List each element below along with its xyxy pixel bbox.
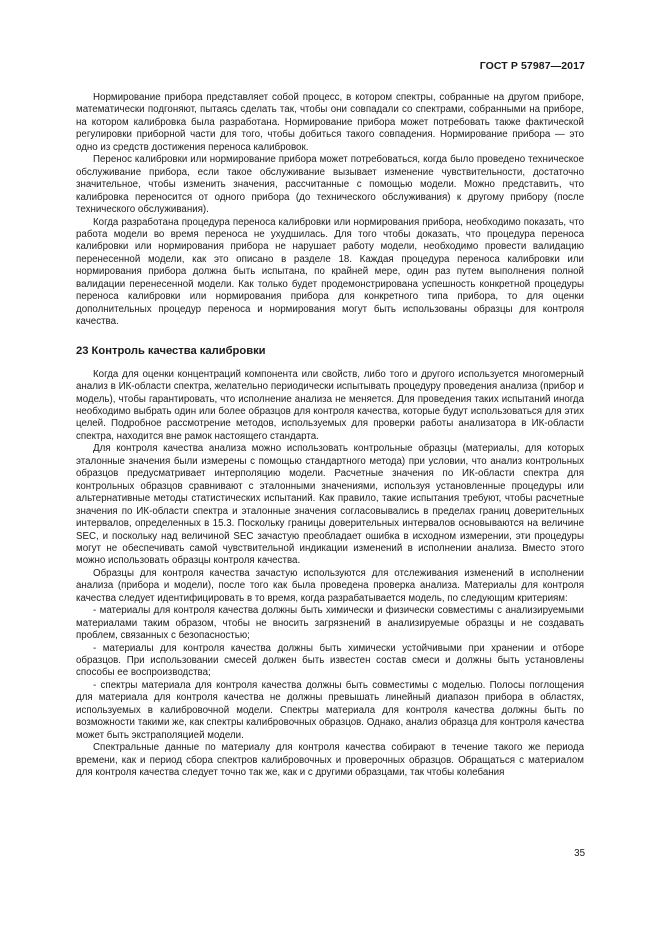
- list-item-stability: - материалы для контроля качества должны быть химически устойчивыми при хранении и отборе образцов. При использовании смесей должен быть известен состав смеси и должны быть установлены способы ее воспроизводства;: [76, 642, 584, 679]
- paragraph-control-samples: Для контроля качества анализа можно использовать контрольные образцы (материалы, для которых эталонные значения были измерены с помощью стандартного метода) при условии, что анализ контрольных образцов предусматривает интерполяцию модели. Расчетные значения по ИК-области спектра для контрольных образцов сравнивают с эталонными значениями, используя установленные процедуры или альтернативные методы статистических испытаний. Как правило, такие испытания требуют, чтобы расчетные значения по ИК-области спектра и эталонные значения согласовывались в пределах границ доверительных интервалов, определенных в 15.3. Поскольку границы доверительных интервалов основываются на величине SEC, и поскольку над величиной SEC зачастую преобладает ошибка в исходном измерении, эти процедуры могут не обеспечивать самой чувствительной индикации изменений в исполнении анализа. Вместо этого можно использовать образцы контроля качества.: [76, 443, 584, 567]
- paragraph-instrument-normalization: Нормирование прибора представляет собой процесс, в котором спектры, собранные на другом приборе, математически подгоняют, пытаясь сделать так, чтобы они совпадали со спектрами, собранными на приборе, на котором калибровка была разработана. Нормирование прибора может потребовать также фактической регулировки приборной части для того, чтобы добиться такого совпадения. Нормирование прибора — это одно из средств достижения переноса калибровок.: [76, 92, 584, 153]
- list-item-spectra-compatibility: - спектры материала для контроля качества должны быть совместимы с моделью. Полосы поглощения для материала для контроля качества не должны превышать линейный диапазон прибора в областях, используемых в калибровочной модели. Спектры материала для контроля качества должны быть по возможности такими же, как спектры калибровочных образцов. Однако, анализ образца для контроля качества может быть экстраполяцией модели.: [76, 679, 584, 741]
- document-body: [76, 92, 584, 780]
- page-number: 35: [574, 848, 585, 859]
- list-item-compatibility: - материалы для контроля качества должны быть химически и физически совместимы с анализируемыми материалами таким образом, чтобы не вносить загрязнений в анализируемые образцы и не создавать проблем, связанных с безопасностью;: [76, 605, 584, 642]
- section-heading-calibration-quality-control: 23 Контроль качества калибровки: [76, 344, 266, 357]
- paragraph-transfer-validation: Когда разработана процедура переноса калибровки или нормирования прибора, необходимо показать, что работа модели во время переноса не ухудшилась. Для того чтобы доказать, что процедура переноса калибровки или нормирования прибора не нарушает работу модели, необходимо провести валидацию перенесенной модели, как это описано в разделе 18. Каждая процедура переноса калибровки или нормирования прибора должна быть испытана, по крайней мере, один раз путем выполнения полной валидации перенесенной модели. Как только будет продемонстрирована успешность конкретной процедуры переноса калибровки или нормирования прибора для конкретного типа прибора, то для оценки дополнительных процедур переноса и нормирования могут быть использованы образцы для контроля качества.: [76, 216, 584, 328]
- paragraph-spectral-data-collection: Спектральные данные по материалу для контроля качества собирают в течение такого же периода времени, как и период сбора спектров калибровочных и проверочных образцов. Обращаться с материалом для контроля качества следует точно так же, как и с другими образцами, так чтобы колебания: [76, 742, 584, 779]
- paragraph-qc-samples-criteria: Образцы для контроля качества зачастую используются для отслеживания изменений в исполнении анализа (прибора и модели), после того как была проведена проверка анализа. Материалы для контроля качества следует идентифицировать в то время, когда разрабатывается модель, по следующим критериям:: [76, 567, 584, 604]
- document-code-header: ГОСТ Р 57987—2017: [479, 60, 585, 72]
- paragraph-calibration-transfer: Перенос калибровки или нормирование прибора может потребоваться, когда было проведено техническое обслуживание прибора, если такое обслуживание вызывает изменение чувствительности, достаточно значительное, чтобы изменить значения, рассчитанные с помощью модели. Можно представить, что калибровка переносится от одного прибора (до технического обслуживания) к другому прибору (после технического обслуживания).: [76, 154, 584, 216]
- paragraph-periodic-testing: Когда для оценки концентраций компонента или свойств, либо того и другого используется многомерный анализ в ИК-области спектра, желательно периодически испытывать процедуру проведения анализа (прибор и модель), чтобы гарантировать, что исполнение анализа не меняется. Для проведения таких испытаний иногда необходимо выбрать один или более образцов для контроля качества, которые будут использоваться для этих целей. Подробное рассмотрение методов, используемых для проверки работы анализатора в ИК-области спектра, находится вне рамок настоящего стандарта.: [76, 368, 584, 442]
